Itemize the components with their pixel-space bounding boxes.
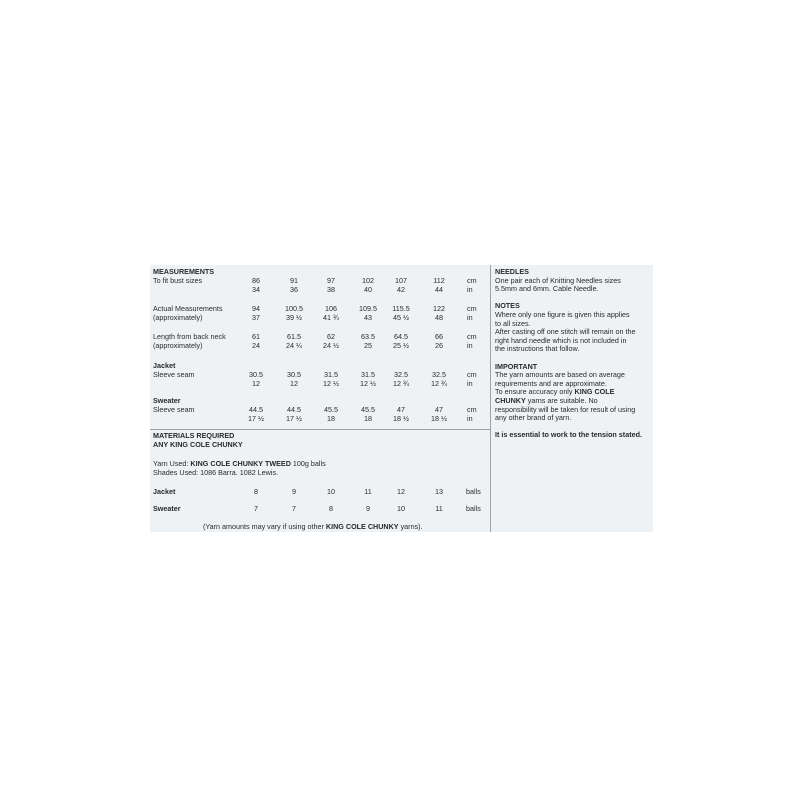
- table-cell: 94: [252, 304, 260, 313]
- materials-subheading: ANY KING COLE CHUNKY: [153, 440, 243, 449]
- table-cell: 106: [325, 304, 337, 313]
- materials-heading: MATERIALS REQUIRED: [153, 431, 235, 440]
- row-label: (approximately): [153, 313, 203, 322]
- table-cell: 38: [327, 285, 335, 294]
- notes-line: Where only one figure is given this applies: [495, 309, 630, 319]
- shades-used-line: Shades Used: 1086 Barra. 1082 Lewis.: [153, 468, 279, 477]
- table-cell: 44.5: [249, 405, 263, 414]
- unit-label: in: [467, 285, 473, 294]
- table-cell: 37: [252, 313, 260, 322]
- table-cell: 8: [254, 487, 258, 496]
- table-cell: 45 ½: [393, 313, 409, 322]
- table-cell: 45.5: [324, 405, 338, 414]
- unit-label: cm: [467, 304, 477, 313]
- important-line: responsibility will be taken for result of using: [495, 404, 636, 414]
- table-cell: 10: [397, 504, 405, 513]
- table-cell: 12: [290, 379, 298, 388]
- unit-label: balls: [466, 487, 481, 496]
- table-cell: 91: [290, 276, 298, 285]
- sweater-balls-label: Sweater: [153, 504, 181, 513]
- table-cell: 9: [366, 504, 370, 513]
- table-cell: 7: [292, 504, 296, 513]
- right-column: [495, 268, 653, 440]
- unit-label: in: [467, 414, 473, 423]
- table-cell: 7: [254, 504, 258, 513]
- unit-label: in: [467, 341, 473, 350]
- table-cell: 39 ½: [286, 313, 302, 322]
- table-cell: 102: [362, 276, 374, 285]
- sweater-heading: Sweater: [153, 396, 181, 405]
- table-cell: 34: [252, 285, 260, 294]
- table-cell: 25 ½: [393, 341, 409, 350]
- notes-line: right hand needle which is not included in: [495, 335, 627, 345]
- table-cell: 11: [435, 504, 443, 513]
- unit-label: balls: [466, 504, 481, 513]
- needles-heading: NEEDLES: [495, 267, 529, 276]
- table-cell: 30.5: [249, 370, 263, 379]
- table-cell: 18: [364, 414, 372, 423]
- row-label: Sleeve seam: [153, 370, 195, 379]
- unit-label: cm: [467, 405, 477, 414]
- table-cell: 8: [329, 504, 333, 513]
- table-cell: 12: [397, 487, 405, 496]
- table-cell: 48: [435, 313, 443, 322]
- table-cell: 61: [252, 332, 260, 341]
- row-label: Sleeve seam: [153, 405, 195, 414]
- table-cell: 12 ½: [360, 379, 376, 388]
- yarn-note: (Yarn amounts may vary if using other KING COLE CHUNKY yarns).: [203, 522, 423, 531]
- table-cell: 12: [252, 379, 260, 388]
- table-cell: 24 ¼: [286, 341, 302, 350]
- table-cell: 41 ¾: [323, 313, 339, 322]
- table-cell: 17 ½: [286, 414, 302, 423]
- table-cell: 12 ½: [323, 379, 339, 388]
- notes-line: to all sizes.: [495, 318, 531, 328]
- jacket-balls-label: Jacket: [153, 487, 176, 496]
- table-cell: 44.5: [287, 405, 301, 414]
- needles-line: One pair each of Knitting Needles sizes: [495, 275, 621, 285]
- table-cell: 107: [395, 276, 407, 285]
- table-cell: 45.5: [361, 405, 375, 414]
- unit-label: cm: [467, 370, 477, 379]
- table-cell: 31.5: [324, 370, 338, 379]
- table-cell: 18 ½: [431, 414, 447, 423]
- row-label: Length from back neck: [153, 332, 226, 341]
- table-cell: 18 ½: [393, 414, 409, 423]
- table-cell: 18: [327, 414, 335, 423]
- tension-note: It is essential to work to the tension stated.: [495, 430, 642, 440]
- table-cell: 47: [435, 405, 443, 414]
- important-line: any other brand of yarn.: [495, 413, 572, 423]
- table-cell: 31.5: [361, 370, 375, 379]
- table-cell: 43: [364, 313, 372, 322]
- important-line: The yarn amounts are based on average: [495, 370, 625, 380]
- needles-line: 5.5mm and 6mm. Cable Needle.: [495, 284, 599, 294]
- table-cell: 112: [433, 276, 445, 285]
- table-cell: 24: [252, 341, 260, 350]
- table-cell: 61.5: [287, 332, 301, 341]
- table-cell: 9: [292, 487, 296, 496]
- unit-label: in: [467, 313, 473, 322]
- important-line: CHUNKY yarns are suitable. No: [495, 395, 598, 405]
- table-cell: 97: [327, 276, 335, 285]
- table-cell: 44: [435, 285, 443, 294]
- table-cell: 12 ¾: [431, 379, 447, 388]
- table-cell: 42: [397, 285, 405, 294]
- table-cell: 100.5: [285, 304, 303, 313]
- jacket-heading: Jacket: [153, 361, 176, 370]
- table-cell: 24 ½: [323, 341, 339, 350]
- table-cell: 66: [435, 332, 443, 341]
- table-cell: 11: [364, 487, 372, 496]
- table-cell: 32.5: [432, 370, 446, 379]
- table-cell: 12 ¾: [393, 379, 409, 388]
- table-cell: 64.5: [394, 332, 408, 341]
- important-line: requirements and are approximate.: [495, 378, 607, 388]
- table-cell: 40: [364, 285, 372, 294]
- row-label: Actual Measurements: [153, 304, 223, 313]
- notes-line: After casting off one stitch will remain on the: [495, 327, 636, 337]
- notes-heading: NOTES: [495, 301, 520, 311]
- table-cell: 86: [252, 276, 260, 285]
- table-cell: 25: [364, 341, 372, 350]
- unit-label: in: [467, 379, 473, 388]
- table-cell: 30.5: [287, 370, 301, 379]
- table-cell: 109.5: [359, 304, 377, 313]
- table-cell: 36: [290, 285, 298, 294]
- table-cell: 62: [327, 332, 335, 341]
- table-cell: 10: [327, 487, 335, 496]
- row-label: To fit bust sizes: [153, 276, 203, 285]
- unit-label: cm: [467, 276, 477, 285]
- notes-line: the instructions that follow.: [495, 344, 580, 354]
- yarn-used-line: Yarn Used: KING COLE CHUNKY TWEED 100g balls: [153, 459, 326, 468]
- table-cell: 13: [435, 487, 443, 496]
- important-line: To ensure accuracy only KING COLE: [495, 387, 615, 397]
- important-heading: IMPORTANT: [495, 361, 538, 371]
- unit-label: cm: [467, 332, 477, 341]
- table-cell: 115.5: [392, 304, 410, 313]
- measurements-heading: MEASUREMENTS: [153, 267, 215, 276]
- row-label: (approximately): [153, 341, 203, 350]
- table-cell: 32.5: [394, 370, 408, 379]
- table-cell: 47: [397, 405, 405, 414]
- table-cell: 63.5: [361, 332, 375, 341]
- table-cell: 17 ½: [248, 414, 264, 423]
- table-cell: 122: [433, 304, 445, 313]
- table-cell: 26: [435, 341, 443, 350]
